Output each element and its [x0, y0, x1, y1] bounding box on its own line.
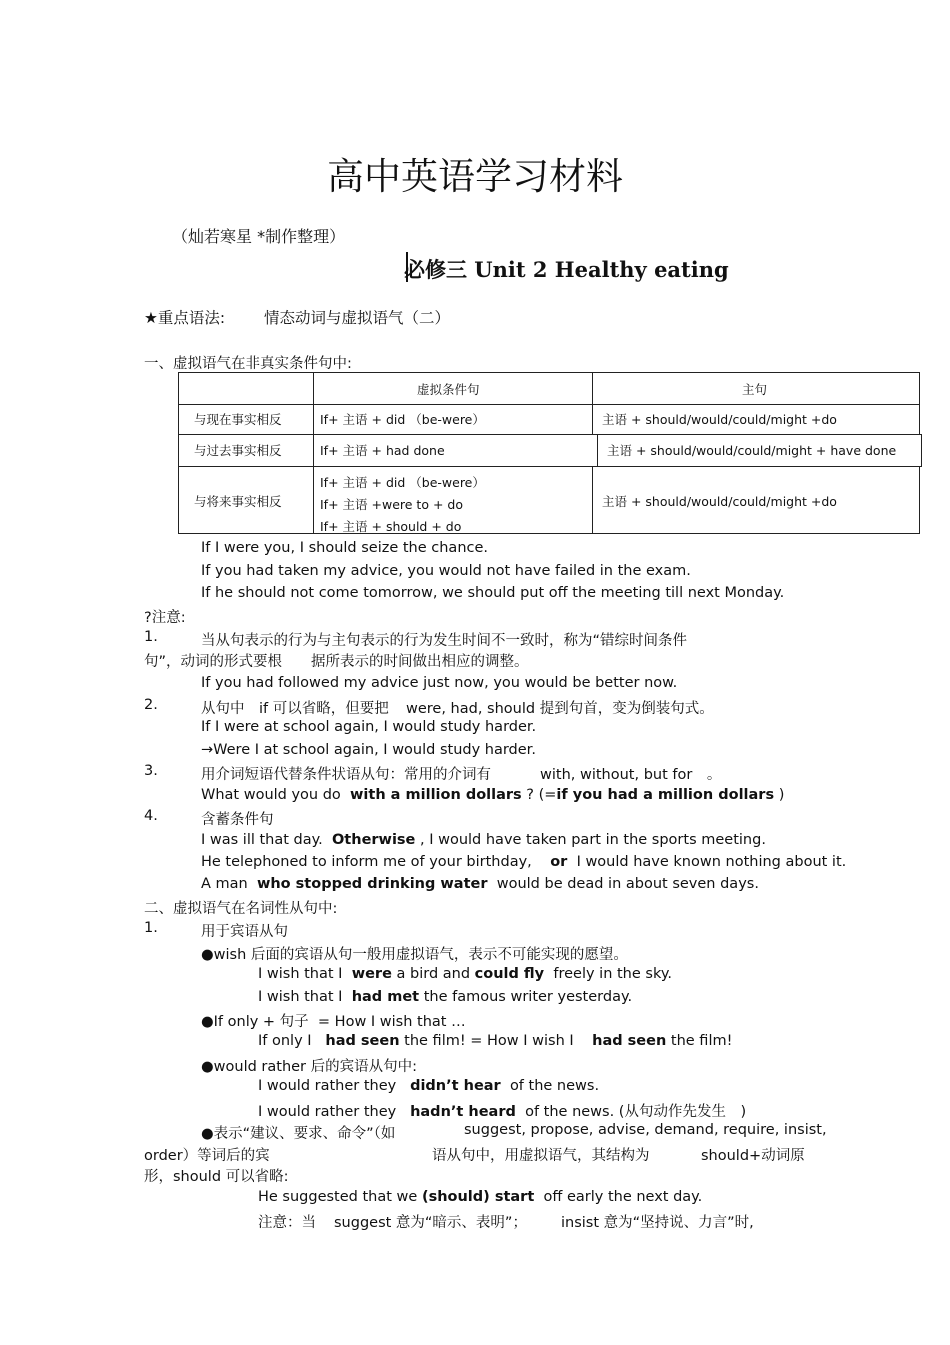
subtitle: （灿若寒星 *制作整理） [172, 227, 346, 246]
rule-line: ●would rather 后的宾语从句中: [201, 1059, 418, 1075]
example-line: He suggested that we (should) start off early the next day. [258, 1189, 703, 1205]
table-cell: 主语 + should/would/could/might +do [592, 404, 920, 435]
example-line: I would rather they hadn’t heard of the news. (从句动作先发生 ) [258, 1104, 747, 1120]
example-line: If he should not come tomorrow, we should put off the meeting till next Monday. [201, 585, 785, 601]
note-text: 句”，动词的形式要根 据所表示的时间做出相应的调整。 [144, 654, 529, 670]
rule-line: order）等词后的宾 [144, 1148, 270, 1164]
note-text: 含蓄条件句 [201, 812, 274, 828]
rule-line: 语从句中，用虚拟语气，其结构为 [432, 1148, 650, 1164]
example-line: If only I had seen the film! = How I wish I had seen the film! [258, 1033, 733, 1049]
example-line: He telephoned to inform me of your birthday, or I would have known nothing about it. [201, 854, 847, 870]
example-line: If I were you, I should seize the chance. [201, 540, 489, 556]
note-text: suggest 意为“暗示、表明”； [334, 1215, 527, 1231]
table-row: 与过去事实相反 [178, 434, 314, 467]
example-line: I was ill that day. Otherwise , I would have taken part in the sports meeting. [201, 832, 766, 848]
table-cell: 主语 + should/would/could/might + have done [597, 434, 922, 467]
focus-label: ★重点语法: [144, 309, 226, 327]
table-cell: If+ 主语 + did （be-were） If+ 主语 +were to + do If+ 主语 + should + do [313, 466, 593, 534]
rule-line: ●If only + 句子 = How I wish that … [201, 1014, 466, 1030]
example-line: I wish that I had met the famous writer yesterday. [258, 989, 633, 1005]
note-number: 1. [144, 920, 158, 936]
note-number: 3. [144, 763, 158, 779]
note-text: 当从句表示的行为与主句表示的行为发生时间不一致时，称为“错综时间条件 [201, 633, 688, 649]
example-line: I would rather they didn’t hear of the news. [258, 1078, 600, 1094]
section2-heading: 二、虚拟语气在名词性从句中: [144, 901, 338, 917]
note-text: 注意：当 [258, 1215, 316, 1231]
table-cell: If+ 主语 + had done [313, 434, 598, 467]
example-line: If you had followed my advice just now, you would be better now. [201, 675, 678, 691]
note-label: ?注意: [144, 610, 186, 626]
note-number: 4. [144, 808, 158, 824]
note-number: 2. [144, 697, 158, 713]
example-line: A man who stopped drinking water would be dead in about seven days. [201, 876, 759, 892]
note-text: were, had, should 提到句首，变为倒装句式。 [406, 701, 714, 717]
example-line: I wish that I were a bird and could fly freely in the sky. [258, 966, 672, 982]
note-text: 从句中 if 可以省略，但要把 [201, 701, 389, 717]
section1-heading: 一、虚拟语气在非真实条件句中: [144, 356, 352, 372]
unit-heading: 必修三 Unit 2 Healthy eating [404, 257, 729, 282]
rule-line: should+动词原 [701, 1148, 805, 1164]
table-header-empty [178, 372, 314, 405]
note-text: 用介词短语代替条件状语从句：常用的介词有 [201, 767, 491, 783]
table-header-main: 主句 [592, 372, 920, 405]
table-header-condition: 虚拟条件句 [313, 372, 593, 405]
rule-line: ●表示“建议、要求、命令”（如 [201, 1126, 396, 1142]
note-number: 1. [144, 629, 158, 645]
example-line: What would you do with a million dollars ? (=if you had a million dollars ) [201, 787, 785, 803]
table-cell: 主语 + should/would/could/might +do [592, 466, 920, 534]
example-line: If you had taken my advice, you would not have failed in the exam. [201, 563, 691, 579]
example-line: →Were I at school again, I would study harder. [201, 742, 536, 758]
rule-line: 形，should 可以省略: [144, 1169, 289, 1185]
page-title: 高中英语学习材料 [327, 155, 623, 198]
note-text: insist 意为“坚持说、力言”时, [561, 1215, 754, 1231]
focus-topic: 情态动词与虚拟语气（二） [264, 309, 451, 327]
table-cell: If+ 主语 + did （be-were） [313, 404, 593, 435]
table-row: 与将来事实相反 [178, 466, 314, 534]
note-text: 用于宾语从句 [201, 924, 288, 940]
example-line: If I were at school again, I would study harder. [201, 719, 537, 735]
table-row: 与现在事实相反 [178, 404, 314, 435]
note-text: with, without, but for 。 [540, 767, 722, 783]
rule-line: ●wish 后面的宾语从句一般用虚拟语气，表示不可能实现的愿望。 [201, 947, 628, 963]
rule-line: suggest, propose, advise, demand, require, insist, [464, 1122, 827, 1138]
